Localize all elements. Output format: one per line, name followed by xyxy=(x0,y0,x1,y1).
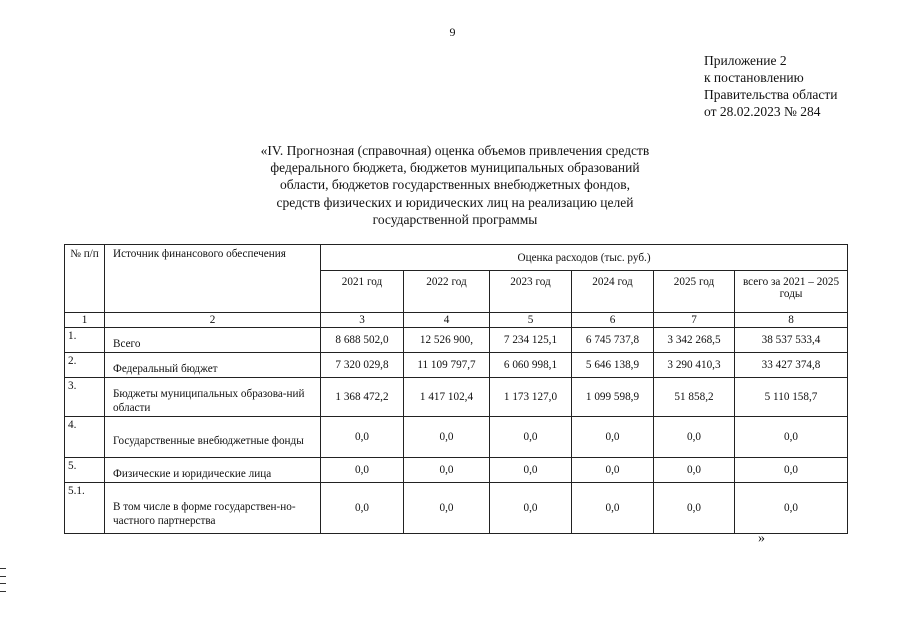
row-source-label: В том числе в форме государствен-но-частного партнерства xyxy=(113,501,296,527)
row-source xyxy=(105,353,321,378)
row-value: 0,0 xyxy=(490,417,572,458)
row-value: 7 234 125,1 xyxy=(490,328,572,353)
financing-table xyxy=(64,244,848,534)
column-index: 5 xyxy=(490,313,572,328)
row-value: 0,0 xyxy=(654,483,735,534)
row-value: 3 342 268,5 xyxy=(654,328,735,353)
column-index: 4 xyxy=(404,313,490,328)
header-num-label: № п/п xyxy=(70,248,99,260)
row-value: 5 646 138,9 xyxy=(572,353,654,378)
header-source: Источник финансового обеспечения xyxy=(105,245,321,313)
appendix-line: Правительства области xyxy=(704,87,838,102)
row-num: 3. xyxy=(65,378,105,417)
row-source-label: Физические и юридические лица xyxy=(113,468,272,480)
row-value: 0,0 xyxy=(490,483,572,534)
row-source xyxy=(105,483,321,534)
row-value-total: 33 427 374,8 xyxy=(735,353,848,378)
title-line: средств физических и юридических лиц на реализацию целей xyxy=(276,194,634,210)
row-value-total: 0,0 xyxy=(735,458,848,483)
row-value: 51 858,2 xyxy=(654,378,735,417)
appendix-line: к постановлению xyxy=(704,70,804,85)
header-estimate: Оценка расходов (тыс. руб.) xyxy=(321,245,848,271)
row-value: 0,0 xyxy=(572,458,654,483)
title-line: государственной программы xyxy=(372,211,538,227)
row-value-total: 38 537 533,4 xyxy=(735,328,848,353)
table-row xyxy=(65,417,848,458)
row-num: 5.1. xyxy=(65,483,105,534)
row-value: 3 290 410,3 xyxy=(654,353,735,378)
section-title xyxy=(200,142,710,228)
header-year: 2024 год xyxy=(572,271,654,313)
row-value: 1 368 472,2 xyxy=(321,378,404,417)
row-source xyxy=(105,328,321,353)
closing-quote: » xyxy=(758,531,765,546)
row-source-label: Федеральный бюджет xyxy=(113,363,218,375)
title-line: федерального бюджета, бюджетов муниципальных образований xyxy=(270,160,640,176)
column-index: 3 xyxy=(321,313,404,328)
row-value: 0,0 xyxy=(654,417,735,458)
row-value-total: 0,0 xyxy=(735,483,848,534)
row-value: 6 060 998,1 xyxy=(490,353,572,378)
table-row xyxy=(65,378,848,417)
margin-scan-mark xyxy=(0,568,6,592)
column-index: 7 xyxy=(654,313,735,328)
title-line: области, бюджетов государственных внебюджетных фондов, xyxy=(279,177,631,193)
column-index: 8 xyxy=(735,313,848,328)
column-index: 6 xyxy=(572,313,654,328)
table-header-row xyxy=(65,245,848,271)
row-value: 0,0 xyxy=(654,458,735,483)
row-value: 0,0 xyxy=(490,458,572,483)
row-source-label: Государственные внебюджетные фонды xyxy=(113,435,304,447)
row-value: 1 417 102,4 xyxy=(404,378,490,417)
row-num: 1. xyxy=(65,328,105,353)
row-source xyxy=(105,417,321,458)
column-index: 1 xyxy=(65,313,105,328)
page-number: 9 xyxy=(449,25,456,39)
row-value: 11 109 797,7 xyxy=(404,353,490,378)
appendix-block xyxy=(704,52,837,120)
row-num: 2. xyxy=(65,353,105,378)
row-value: 0,0 xyxy=(321,458,404,483)
row-value: 1 173 127,0 xyxy=(490,378,572,417)
header-year: 2021 год xyxy=(321,271,404,313)
row-num: 4. xyxy=(65,417,105,458)
row-value: 0,0 xyxy=(572,417,654,458)
table-row xyxy=(65,483,848,534)
row-value: 0,0 xyxy=(404,483,490,534)
row-value: 1 099 598,9 xyxy=(572,378,654,417)
table-row xyxy=(65,353,848,378)
column-index: 2 xyxy=(105,313,321,328)
row-source-label: Бюджеты муниципальных образова-ний области xyxy=(113,388,305,414)
row-value: 0,0 xyxy=(404,417,490,458)
row-source xyxy=(105,458,321,483)
row-value: 6 745 737,8 xyxy=(572,328,654,353)
row-value: 7 320 029,8 xyxy=(321,353,404,378)
header-year: 2025 год xyxy=(654,271,735,313)
table-row xyxy=(65,458,848,483)
row-value-total: 0,0 xyxy=(735,417,848,458)
row-value-total: 5 110 158,7 xyxy=(735,378,848,417)
row-value: 0,0 xyxy=(321,483,404,534)
row-num: 5. xyxy=(65,458,105,483)
appendix-line: Приложение 2 xyxy=(704,53,787,68)
header-num xyxy=(65,245,105,313)
table-index-row xyxy=(65,313,848,328)
row-value: 0,0 xyxy=(572,483,654,534)
row-value: 12 526 900, xyxy=(404,328,490,353)
row-value: 0,0 xyxy=(321,417,404,458)
table-row xyxy=(65,328,848,353)
header-year-total: всего за 2021 – 2025 годы xyxy=(735,271,848,313)
header-year: 2023 год xyxy=(490,271,572,313)
header-year: 2022 год xyxy=(404,271,490,313)
title-line: «IV. Прогнозная (справочная) оценка объемов привлечения средств xyxy=(260,143,650,158)
row-source xyxy=(105,378,321,417)
row-source-label: Всего xyxy=(113,338,141,350)
appendix-line: от 28.02.2023 № 284 xyxy=(704,104,821,119)
row-value: 8 688 502,0 xyxy=(321,328,404,353)
row-value: 0,0 xyxy=(404,458,490,483)
